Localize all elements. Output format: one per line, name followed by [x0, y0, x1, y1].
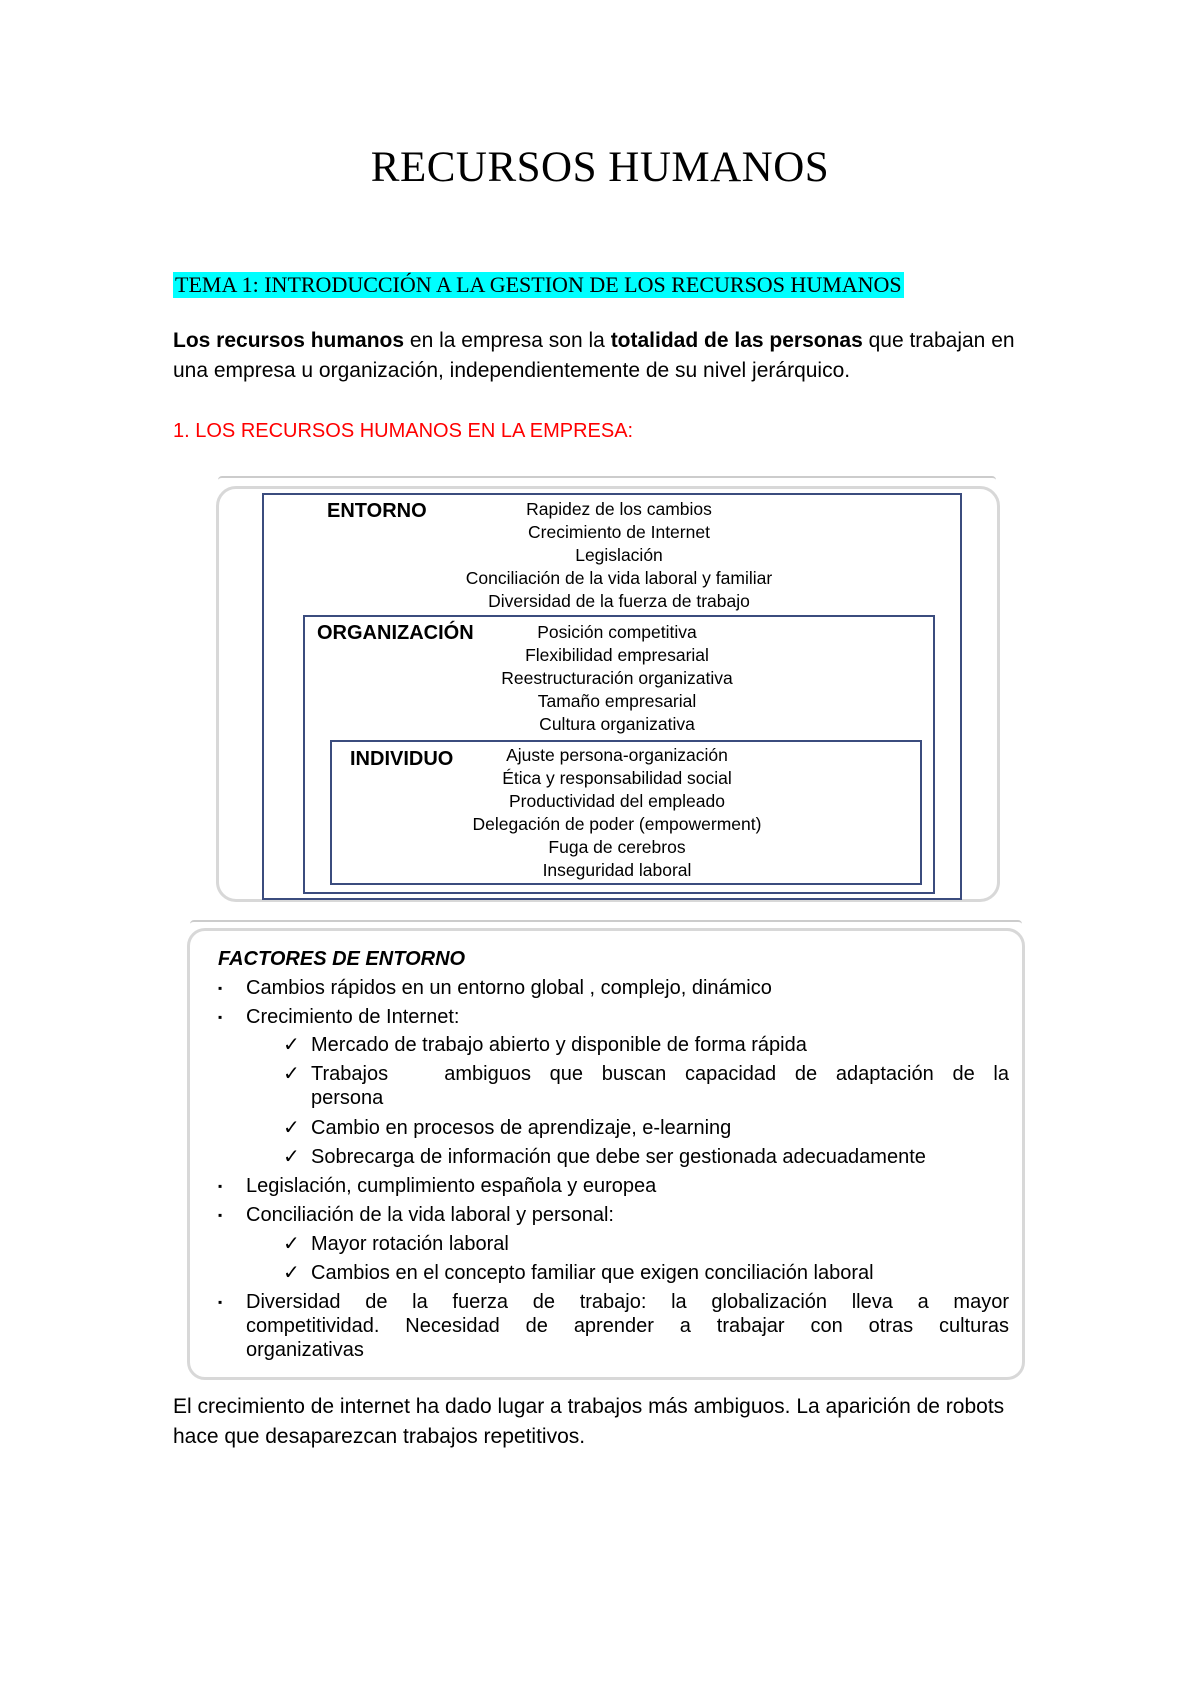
square-bullet-icon: ▪	[218, 1179, 223, 1193]
factor-bullet: Cambios rápidos en un entorno global , complejo, dinámico	[246, 977, 772, 999]
check-icon: ✓	[283, 1233, 300, 1255]
factors-title: FACTORES DE ENTORNO	[218, 948, 466, 970]
factor-bullet-cont: competitividad. Necesidad de aprender a trabajar con otras culturas	[246, 1315, 1009, 1337]
organizacion-item: Posición competitiva	[537, 622, 697, 642]
page-title: RECURSOS HUMANOS	[370, 144, 830, 191]
intro-paragraph	[173, 326, 1033, 386]
factor-bullet: Crecimiento de Internet:	[246, 1006, 460, 1028]
square-bullet-icon: ▪	[218, 1295, 223, 1309]
entorno-item: Legislación	[575, 545, 663, 565]
individuo-label: INDIVIDUO	[350, 748, 454, 770]
organizacion-item: Reestructuración organizativa	[501, 668, 733, 688]
factors-shadow	[190, 920, 1022, 928]
organizacion-label: ORGANIZACIÓN	[317, 622, 474, 644]
entorno-label: ENTORNO	[327, 500, 427, 522]
entorno-item: Diversidad de la fuerza de trabajo	[488, 591, 750, 611]
factor-bullet-cont: organizativas	[246, 1339, 364, 1361]
factor-check-item: Cambios en el concepto familiar que exigen conciliación laboral	[311, 1262, 874, 1284]
factor-check-item: Sobrecarga de información que debe ser gestionada adecuadamente	[311, 1146, 926, 1168]
check-icon: ✓	[283, 1034, 300, 1056]
square-bullet-icon: ▪	[218, 981, 223, 995]
factor-check-item-cont: persona	[311, 1087, 384, 1109]
organizacion-item: Cultura organizativa	[539, 714, 695, 734]
individuo-item: Productividad del empleado	[509, 791, 725, 811]
check-icon: ✓	[283, 1063, 300, 1085]
entorno-item: Crecimiento de Internet	[528, 522, 710, 542]
organizacion-item: Flexibilidad empresarial	[525, 645, 709, 665]
intro-text-2: que trabajan en una empresa u organización, independientemente de su nivel jerárquico.	[173, 329, 1015, 382]
individuo-item: Ética y responsabilidad social	[502, 768, 732, 788]
intro-text-1: en la empresa son la	[404, 329, 611, 352]
factor-bullet: Diversidad de la fuerza de trabajo: la globalización lleva a mayor	[246, 1291, 1009, 1313]
check-icon: ✓	[283, 1262, 300, 1284]
section-heading: 1. LOS RECURSOS HUMANOS EN LA EMPRESA:	[173, 420, 634, 442]
organizacion-item: Tamaño empresarial	[537, 691, 697, 711]
square-bullet-icon: ▪	[218, 1208, 223, 1222]
entorno-item: Conciliación de la vida laboral y familiar	[465, 568, 773, 588]
factor-bullet: Legislación, cumplimiento española y europea	[246, 1175, 657, 1197]
check-icon: ✓	[283, 1117, 300, 1139]
closing-paragraph: El crecimiento de internet ha dado lugar a trabajos más ambiguos. La aparición de robots hace que desaparezcan trabajos repetitivos.	[173, 1395, 1005, 1448]
individuo-item: Delegación de poder (empowerment)	[472, 814, 762, 834]
entorno-item: Rapidez de los cambios	[526, 499, 712, 519]
factor-check-item: Trabajos ambiguos que buscan capacidad de adaptación de la	[311, 1063, 1009, 1085]
topic-heading: TEMA 1: INTRODUCCIÓN A LA GESTION DE LOS RECURSOS HUMANOS	[175, 272, 902, 297]
individuo-item: Fuga de cerebros	[548, 837, 686, 857]
factor-check-item: Mercado de trabajo abierto y disponible de forma rápida	[311, 1034, 807, 1056]
check-icon: ✓	[283, 1146, 300, 1168]
factor-check-item: Mayor rotación laboral	[311, 1233, 509, 1255]
individuo-item: Ajuste persona-organización	[506, 745, 728, 765]
square-bullet-icon: ▪	[218, 1010, 223, 1024]
intro-bold-1: Los recursos humanos	[173, 329, 405, 352]
factor-check-item: Cambio en procesos de aprendizaje, e-learning	[311, 1117, 732, 1139]
intro-bold-2: totalidad de las personas	[610, 329, 863, 352]
diagram-shadow	[218, 476, 996, 484]
individuo-item: Inseguridad laboral	[542, 860, 692, 880]
factor-bullet: Conciliación de la vida laboral y personal:	[246, 1204, 614, 1226]
